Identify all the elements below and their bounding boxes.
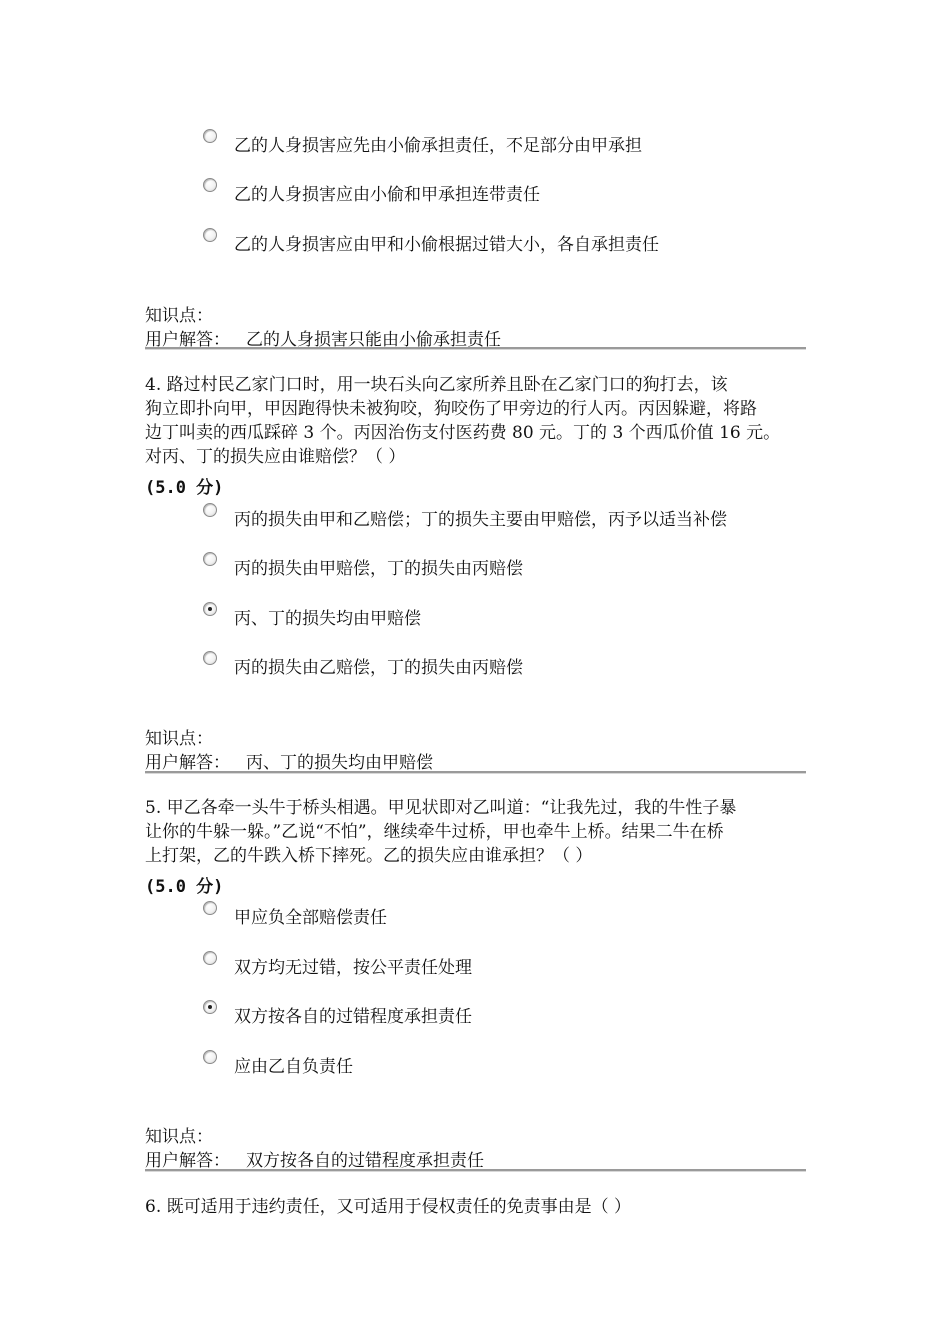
radio-button[interactable]: [203, 901, 217, 915]
q6-question-text: [145, 1195, 815, 1219]
q4-option-2[interactable]: [203, 552, 843, 578]
radio-button[interactable]: [203, 129, 217, 143]
radio-button[interactable]: [203, 651, 217, 665]
q3-option-3[interactable]: [203, 228, 843, 254]
answer-value: 双方按各自的过错程度承担责任: [246, 1151, 484, 1171]
option-label: 乙的人身损害应先由小偷承担责任，不足部分由甲承担: [234, 136, 642, 156]
q4-option-4[interactable]: [203, 651, 843, 677]
q5-question-text: [145, 796, 815, 868]
question-line: 4. 路过村民乙家门口时，用一块石头向乙家所养且卧在乙家门口的狗打去，该: [145, 375, 728, 395]
radio-button-selected[interactable]: [203, 1000, 217, 1014]
divider: [145, 1169, 806, 1172]
divider: [145, 347, 806, 350]
answer-label: 用户解答：: [145, 330, 230, 350]
question-line: 5. 甲乙各牵一头牛于桥头相遇。甲见状即对乙叫道：“让我先过，我的牛性子暴: [145, 798, 737, 818]
radio-button[interactable]: [203, 178, 217, 192]
option-label: 甲应负全部赔偿责任: [234, 908, 387, 928]
option-label: 双方均无过错，按公平责任处理: [234, 958, 472, 978]
option-label: 双方按各自的过错程度承担责任: [234, 1007, 472, 1027]
q4-option-1[interactable]: [203, 503, 843, 529]
question-line: 6. 既可适用于违约责任，又可适用于侵权责任的免责事由是（ ）: [145, 1197, 632, 1217]
option-label: 乙的人身损害应由小偷和甲承担连带责任: [234, 185, 540, 205]
option-label: 丙的损失由甲赔偿，丁的损失由丙赔偿: [234, 559, 523, 579]
q5-knowledge-point: 知识点：: [145, 1127, 213, 1147]
q5-user-answer: [145, 1146, 484, 1171]
q4-score: (5.0 分): [145, 478, 224, 498]
radio-button[interactable]: [203, 1050, 217, 1064]
question-line: 对丙、丁的损失应由谁赔偿？（ ）: [145, 447, 406, 467]
answer-value: 乙的人身损害只能由小偷承担责任: [246, 330, 501, 350]
option-label: 乙的人身损害应由甲和小偷根据过错大小，各自承担责任: [234, 235, 659, 255]
answer-label: 用户解答：: [145, 1151, 230, 1171]
option-label: 应由乙自负责任: [234, 1057, 353, 1077]
divider: [145, 771, 806, 774]
question-line: 边丁叫卖的西瓜踩碎 3 个。丙因治伤支付医药费 80 元。丁的 3 个西瓜价值 16 元。: [145, 423, 781, 443]
answer-value: 丙、丁的损失均由甲赔偿: [246, 753, 433, 773]
option-label: 丙的损失由甲和乙赔偿；丁的损失主要由甲赔偿，丙予以适当补偿: [234, 510, 727, 530]
q5-option-3[interactable]: [203, 1000, 843, 1026]
q4-knowledge-point: 知识点：: [145, 729, 213, 749]
radio-button[interactable]: [203, 552, 217, 566]
q5-option-2[interactable]: [203, 951, 843, 977]
question-line: 上打架，乙的牛跌入桥下摔死。乙的损失应由谁承担？（ ）: [145, 846, 593, 866]
radio-button[interactable]: [203, 228, 217, 242]
option-label: 丙、丁的损失均由甲赔偿: [234, 609, 421, 629]
radio-button[interactable]: [203, 503, 217, 517]
q5-score: (5.0 分): [145, 877, 224, 897]
question-line: 让你的牛躲一躲。”乙说“不怕”，继续牵牛过桥，甲也牵牛上桥。结果二牛在桥: [145, 822, 724, 842]
q4-user-answer: [145, 748, 433, 773]
question-line: 狗立即扑向甲，甲因跑得快未被狗咬，狗咬伤了甲旁边的行人丙。丙因躲避，将路: [145, 399, 757, 419]
q5-option-1[interactable]: [203, 901, 843, 927]
radio-button-selected[interactable]: [203, 602, 217, 616]
q5-option-4[interactable]: [203, 1050, 843, 1076]
q3-option-2[interactable]: [203, 178, 843, 204]
option-label: 丙的损失由乙赔偿，丁的损失由丙赔偿: [234, 658, 523, 678]
q3-option-1[interactable]: [203, 129, 843, 155]
answer-label: 用户解答：: [145, 753, 230, 773]
q3-knowledge-point: 知识点：: [145, 306, 213, 326]
q4-option-3[interactable]: [203, 602, 843, 628]
radio-button[interactable]: [203, 951, 217, 965]
q4-question-text: [145, 373, 815, 469]
